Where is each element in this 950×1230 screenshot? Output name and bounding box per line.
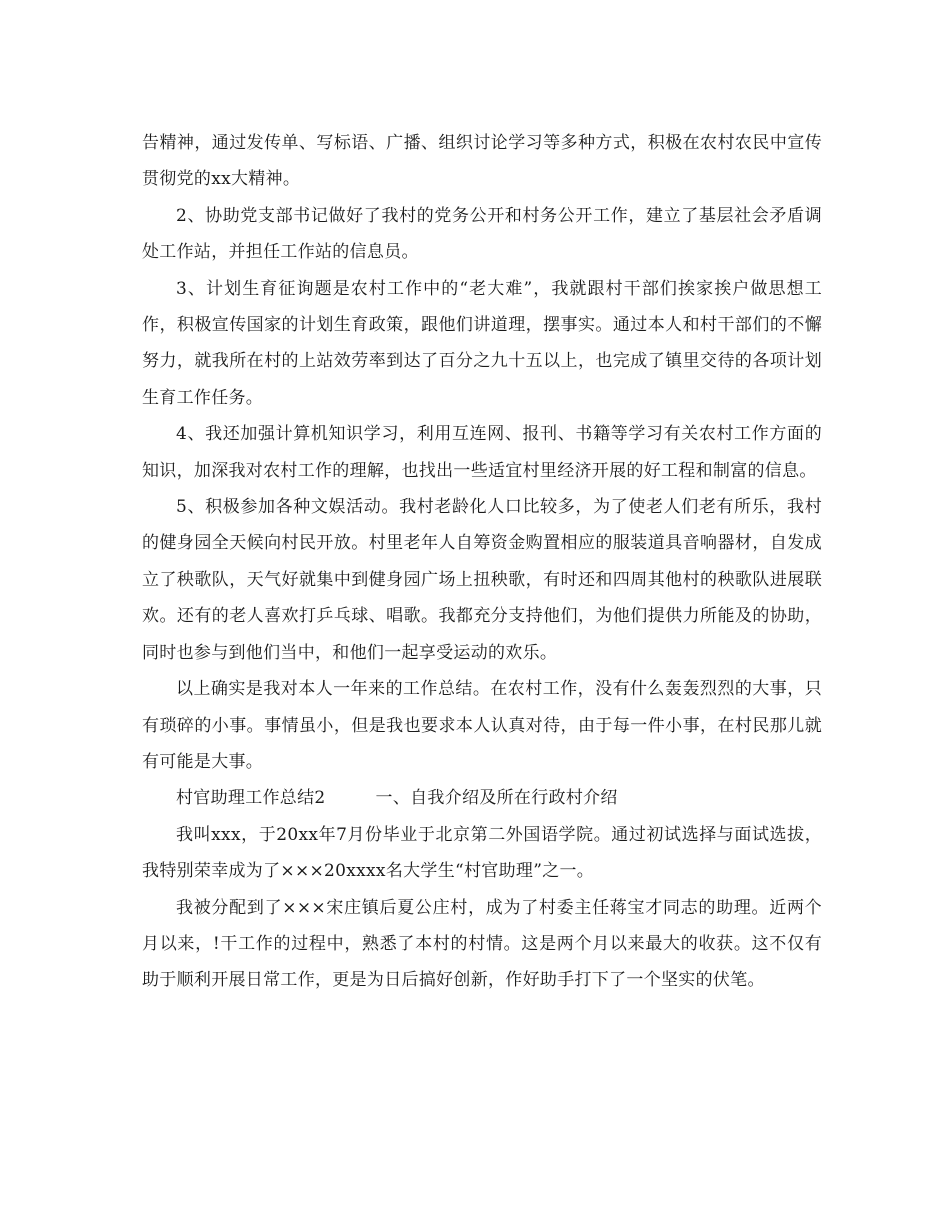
paragraph-item-5: 5、积极参加各种文娱活动。我村老龄化人口比较多，为了使老人们老有所乐，我村的健身园全天候向村民开放。村里老年人自筹资金购置相应的服装道具音响器材，自发成立了秧歌队，天气好就集中到健身园广场上扭秧歌，有时还和四周其他村的秧歌队进展联欢。还有的老人喜欢打乒乓球、唱歌。我都充分支持他们，为他们提供力所能及的协助，同时也参与到他们当中，和他们一起享受运动的欢乐。 (142, 497, 822, 663)
section-title: 村官助理工作总结2 (176, 788, 326, 809)
paragraph-continued: 告精神，通过发传单、写标语、广播、组织讨论学习等多种方式，积极在农村农民中宣传贯彻党的xx大精神。 (142, 133, 822, 190)
paragraph-intro: 我叫xxx，于20xx年7月份毕业于北京第二外国语学院。通过初试选择与面试选拔，我特别荣幸成为了×××20xxxx名大学生“村官助理”之一。 (142, 824, 822, 882)
paragraph-summary: 以上确实是我对本人一年来的工作总结。在农村工作，没有什么轰轰烈烈的大事，只有琐碎的小事。事情虽小，但是我也要求本人认真对待，由于每一件小事，在村民那儿就有可能是大事。 (142, 679, 822, 772)
section-heading (142, 780, 822, 816)
document-page (142, 125, 822, 999)
section-subtitle: 一、自我介绍及所在行政村介绍 (375, 788, 618, 809)
paragraph-assignment: 我被分配到了×××宋庄镇后夏公庄村，成为了村委主任蒋宝才同志的助理。近两个月以来，!干工作的过程中，熟悉了本村的村情。这是两个月以来最大的收获。这不仅有助于顺利开展日常工作，更是为日后搞好创新，作好助手打下了一个坚实的伏笔。 (142, 897, 822, 991)
paragraph-item-2: 2、协助党支部书记做好了我村的党务公开和村务公开工作，建立了基层社会矛盾调处工作站，并担任工作站的信息员。 (142, 205, 822, 263)
paragraph-item-4: 4、我还加强计算机知识学习，利用互连网、报刊、书籍等学习有关农村工作方面的知识，加深我对农村工作的理解，也找出一些适宜村里经济开展的好工程和制富的信息。 (142, 424, 822, 481)
paragraph-item-3: 3、计划生育征询题是农村工作中的“老大难”，我就跟村干部们挨家挨户做思想工作，积极宣传国家的计划生育政策，跟他们讲道理，摆事实。通过本人和村干部们的不懈努力，就我所在村的上站效劳率到达了百分之九十五以上，也完成了镇里交待的各项计划生育工作任务。 (142, 278, 822, 408)
